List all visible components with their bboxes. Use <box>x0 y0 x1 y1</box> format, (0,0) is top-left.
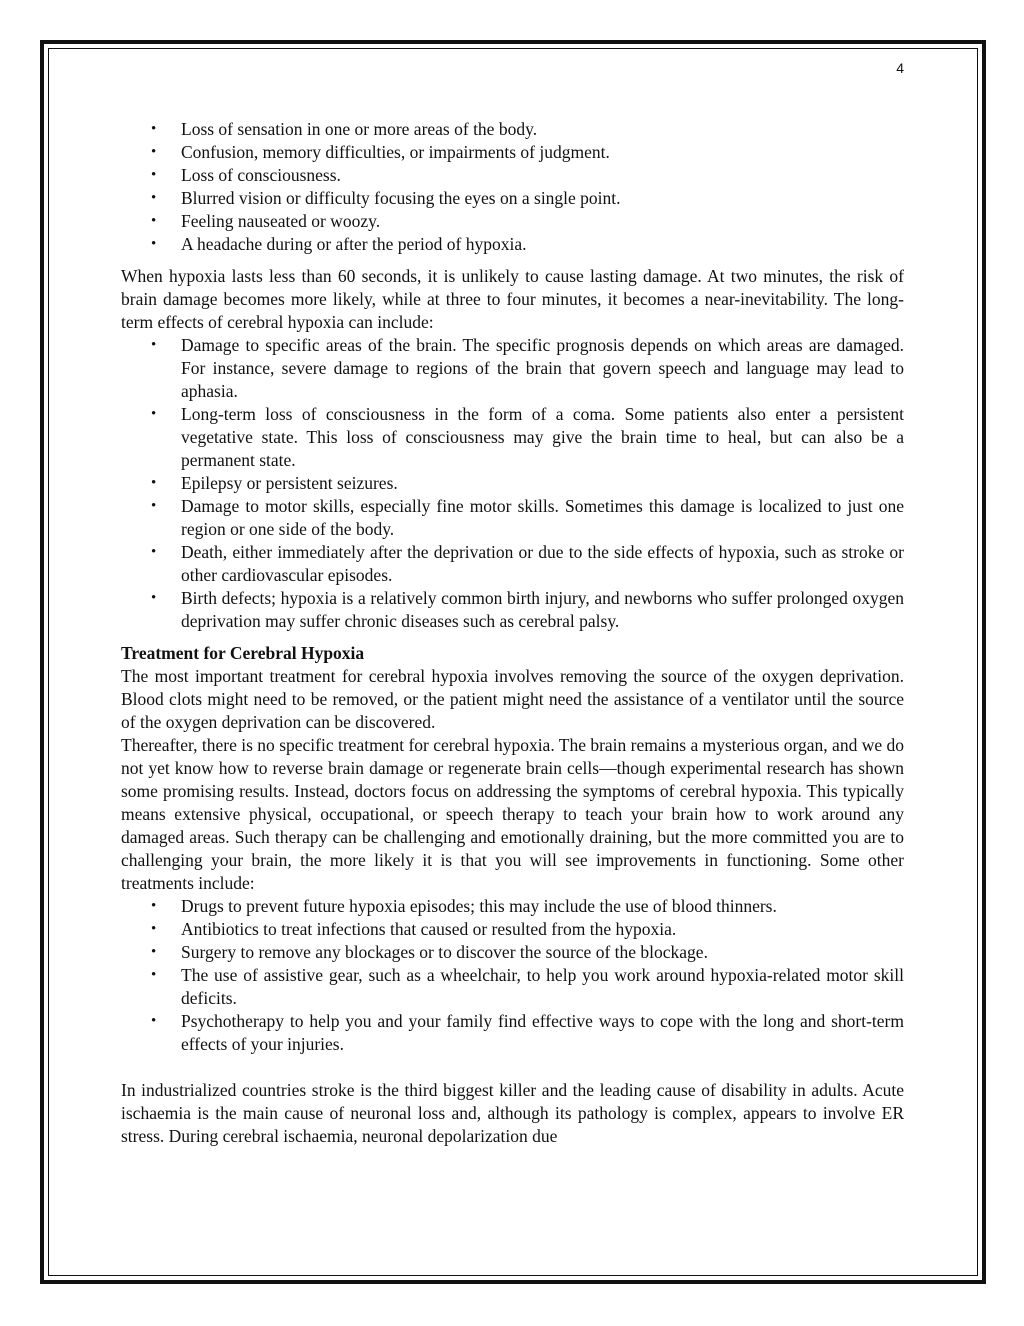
list-item: • Confusion, memory difficulties, or impairments of judgment. <box>121 141 904 164</box>
list-item: • Surgery to remove any blockages or to discover the source of the blockage. <box>121 941 904 964</box>
list-item: • Loss of consciousness. <box>121 164 904 187</box>
list-item: • Epilepsy or persistent seizures. <box>121 472 904 495</box>
list-item: • Damage to specific areas of the brain. The specific prognosis depends on which areas are damaged. For instance, severe damage to regions of the brain that govern speech and language may lead to aphasia. <box>121 334 904 403</box>
list-item: • Birth defects; hypoxia is a relatively common birth injury, and newborns who suffer prolonged oxygen deprivation may suffer chronic diseases such as cerebral palsy. <box>121 587 904 633</box>
list-item: • A headache during or after the period of hypoxia. <box>121 233 904 256</box>
symptoms-list <box>121 118 904 256</box>
list-item: • Long-term loss of consciousness in the form of a coma. Some patients also enter a persistent vegetative state. This loss of consciousness may give the brain time to heal, but can also be a permanent state. <box>121 403 904 472</box>
long-term-effects-list <box>121 334 904 633</box>
paragraph-treatment-2: Thereafter, there is no specific treatment for cerebral hypoxia. The brain remains a mysterious organ, and we do not yet know how to reverse brain damage or regenerate brain cells—though experimental research has shown some promising results. Instead, doctors focus on addressing the symptoms of cerebral hypoxia. This typically means extensive physical, occupational, or speech therapy to teach your brain how to work around any damaged areas. Such therapy can be challenging and emotionally draining, but the more committed you are to challenging your brain, the more likely it is that you will see improvements in functioning. Some other treatments include: <box>121 735 904 893</box>
list-item: • The use of assistive gear, such as a wheelchair, to help you work around hypoxia-related motor skill deficits. <box>121 964 904 1010</box>
document-body <box>121 118 904 1148</box>
list-item: • Antibiotics to treat infections that caused or resulted from the hypoxia. <box>121 918 904 941</box>
page-number: 4 <box>896 60 904 76</box>
list-item: • Blurred vision or difficulty focusing the eyes on a single point. <box>121 187 904 210</box>
list-item: • Psychotherapy to help you and your family find effective ways to cope with the long and short-term effects of your injuries. <box>121 1010 904 1056</box>
list-item: • Death, either immediately after the deprivation or due to the side effects of hypoxia, such as stroke or other cardiovascular episodes. <box>121 541 904 587</box>
paragraph-stroke: In industrialized countries stroke is the third biggest killer and the leading cause of disability in adults. Acute ischaemia is the main cause of neuronal loss and, although its pathology is complex, appears to involve ER stress. During cerebral ischaemia, neuronal depolarization due <box>121 1080 904 1146</box>
section-heading-treatment: Treatment for Cerebral Hypoxia <box>121 643 365 663</box>
list-item: • Damage to motor skills, especially fine motor skills. Sometimes this damage is localized to just one region or one side of the body. <box>121 495 904 541</box>
paragraph-treatment-1: The most important treatment for cerebral hypoxia involves removing the source of the oxygen deprivation. Blood clots might need to be removed, or the patient might need the assistance of a ventilator until the source of the oxygen deprivation can be discovered. <box>121 666 904 732</box>
list-item: • Feeling nauseated or woozy. <box>121 210 904 233</box>
treatments-list <box>121 895 904 1056</box>
list-item: • Drugs to prevent future hypoxia episodes; this may include the use of blood thinners. <box>121 895 904 918</box>
paragraph-long-term-effects: When hypoxia lasts less than 60 seconds, it is unlikely to cause lasting damage. At two minutes, the risk of brain damage becomes more likely, while at three to four minutes, it becomes a near-inevitability. The long-term effects of cerebral hypoxia can include: <box>121 266 904 332</box>
list-item: • Loss of sensation in one or more areas of the body. <box>121 118 904 141</box>
